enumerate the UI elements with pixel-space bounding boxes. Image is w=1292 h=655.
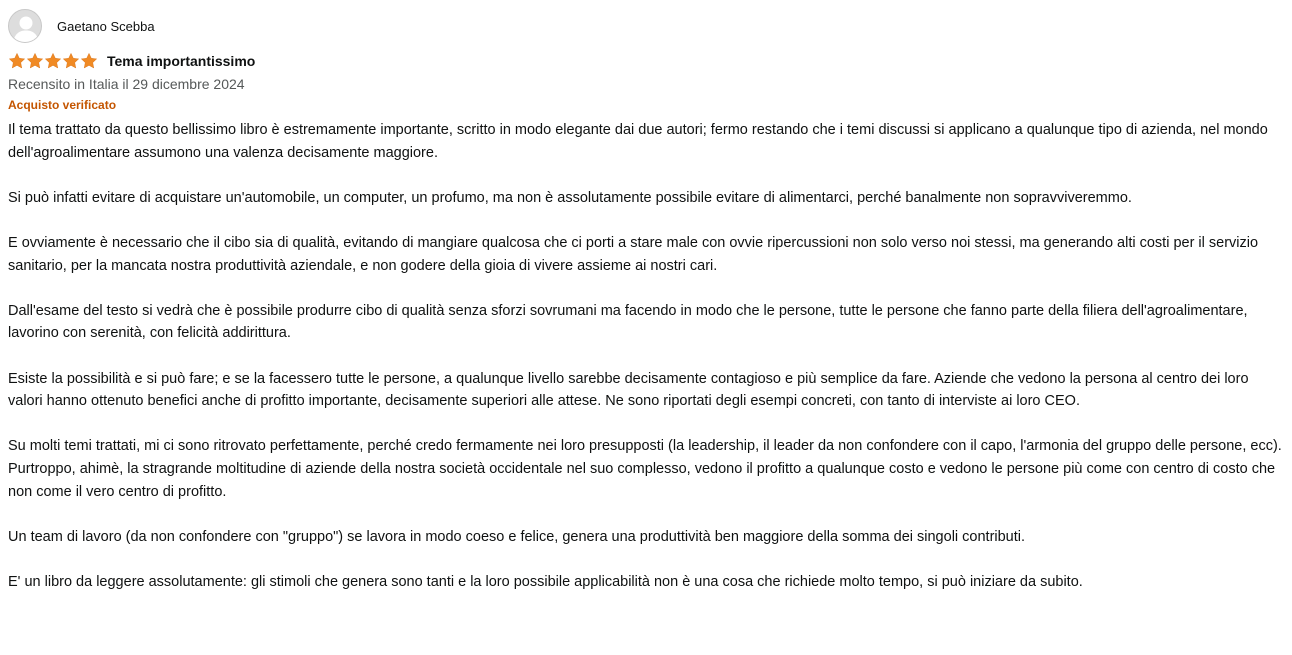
star-icon	[62, 52, 80, 70]
reviewer-name[interactable]: Gaetano Scebba	[57, 18, 155, 34]
review-paragraph: E ovviamente è necessario che il cibo sia di qualità, evitando di mangiare qualcosa che ci porti a stare male con ovvie ripercussioni non solo verso noi stessi, ma generando alti costi per il servizio sanitario, per la mancata nostra produttività aziendale, e non godere della gioia di vivere assieme ai nostri cari.	[8, 234, 1259, 274]
review-body	[8, 119, 1284, 593]
star-icon	[8, 52, 26, 70]
review-title[interactable]: Tema importantissimo	[107, 53, 256, 69]
review-paragraph: Purtroppo, ahimè, la stragrande moltitudine di aziende della nostra società occidentale nel suo complesso, vedono il profitto a qualunque costo e vedono le persone più come con centro di costo che non come il vero centro di profitto.	[8, 460, 1276, 500]
reviewer-profile[interactable]	[8, 8, 1284, 44]
review-paragraph: Dall'esame del testo si vedrà che è possibile produrre cibo di qualità senza sforzi sovrumani ma facendo in modo che le persone, tutte le persone che fanno parte della filiera dell'agroalimentare, lavorino con serenità, con felicità addirittura.	[8, 302, 1248, 342]
review-paragraph: E' un libro da leggere assolutamente: gli stimoli che genera sono tanti e la loro possibile applicabilità non è una cosa che richiede molto tempo, si può iniziare da subito.	[8, 573, 1083, 590]
star-rating[interactable]	[8, 51, 98, 71]
review-paragraph: Su molti temi trattati, mi ci sono ritrovato perfettamente, perché credo fermamente nei loro presupposti (la leadership, il leader da non confondere con il capo, l'armonia del gruppo delle persone, ecc).	[8, 438, 1282, 455]
review-paragraph: Il tema trattato da questo bellissimo libro è estremamente importante, scritto in modo elegante dai due autori; fermo restando che i temi discussi si applicano a qualunque tipo di azienda, nel mondo dell'agroalimentare assumono una valenza decisamente maggiore.	[8, 122, 1268, 161]
review-date: Recensito in Italia il 29 dicembre 2024	[8, 76, 245, 92]
default-user-avatar-icon	[8, 9, 42, 43]
star-icon	[26, 52, 44, 70]
review-paragraph: Si può infatti evitare di acquistare un'automobile, un computer, un profumo, ma non è assolutamente possibile evitare di alimentarci, perché banalmente non sopravviveremmo.	[8, 189, 1132, 206]
star-icon	[44, 52, 62, 70]
star-icon	[80, 52, 98, 70]
verified-purchase-badge: Acquisto verificato	[8, 98, 117, 112]
review-paragraph: Esiste la possibilità e si può fare; e se la facessero tutte le persone, a qualunque livello sarebbe decisamente contagioso e più semplice da fare. Aziende che vedono la persona al centro dei loro valori hanno ottenuto benefici anche di profitto importante, decisamente superiori alle attese. Ne sono riportati degli esempi concreti, con tanto di interviste ai loro CEO.	[8, 370, 1249, 410]
review-paragraph: Un team di lavoro (da non confondere con "gruppo") se lavora in modo coeso e felice, genera una produttività ben maggiore della somma dei singoli contributi.	[8, 528, 1026, 545]
review-title-row	[8, 50, 1284, 72]
review-card	[8, 8, 1284, 593]
